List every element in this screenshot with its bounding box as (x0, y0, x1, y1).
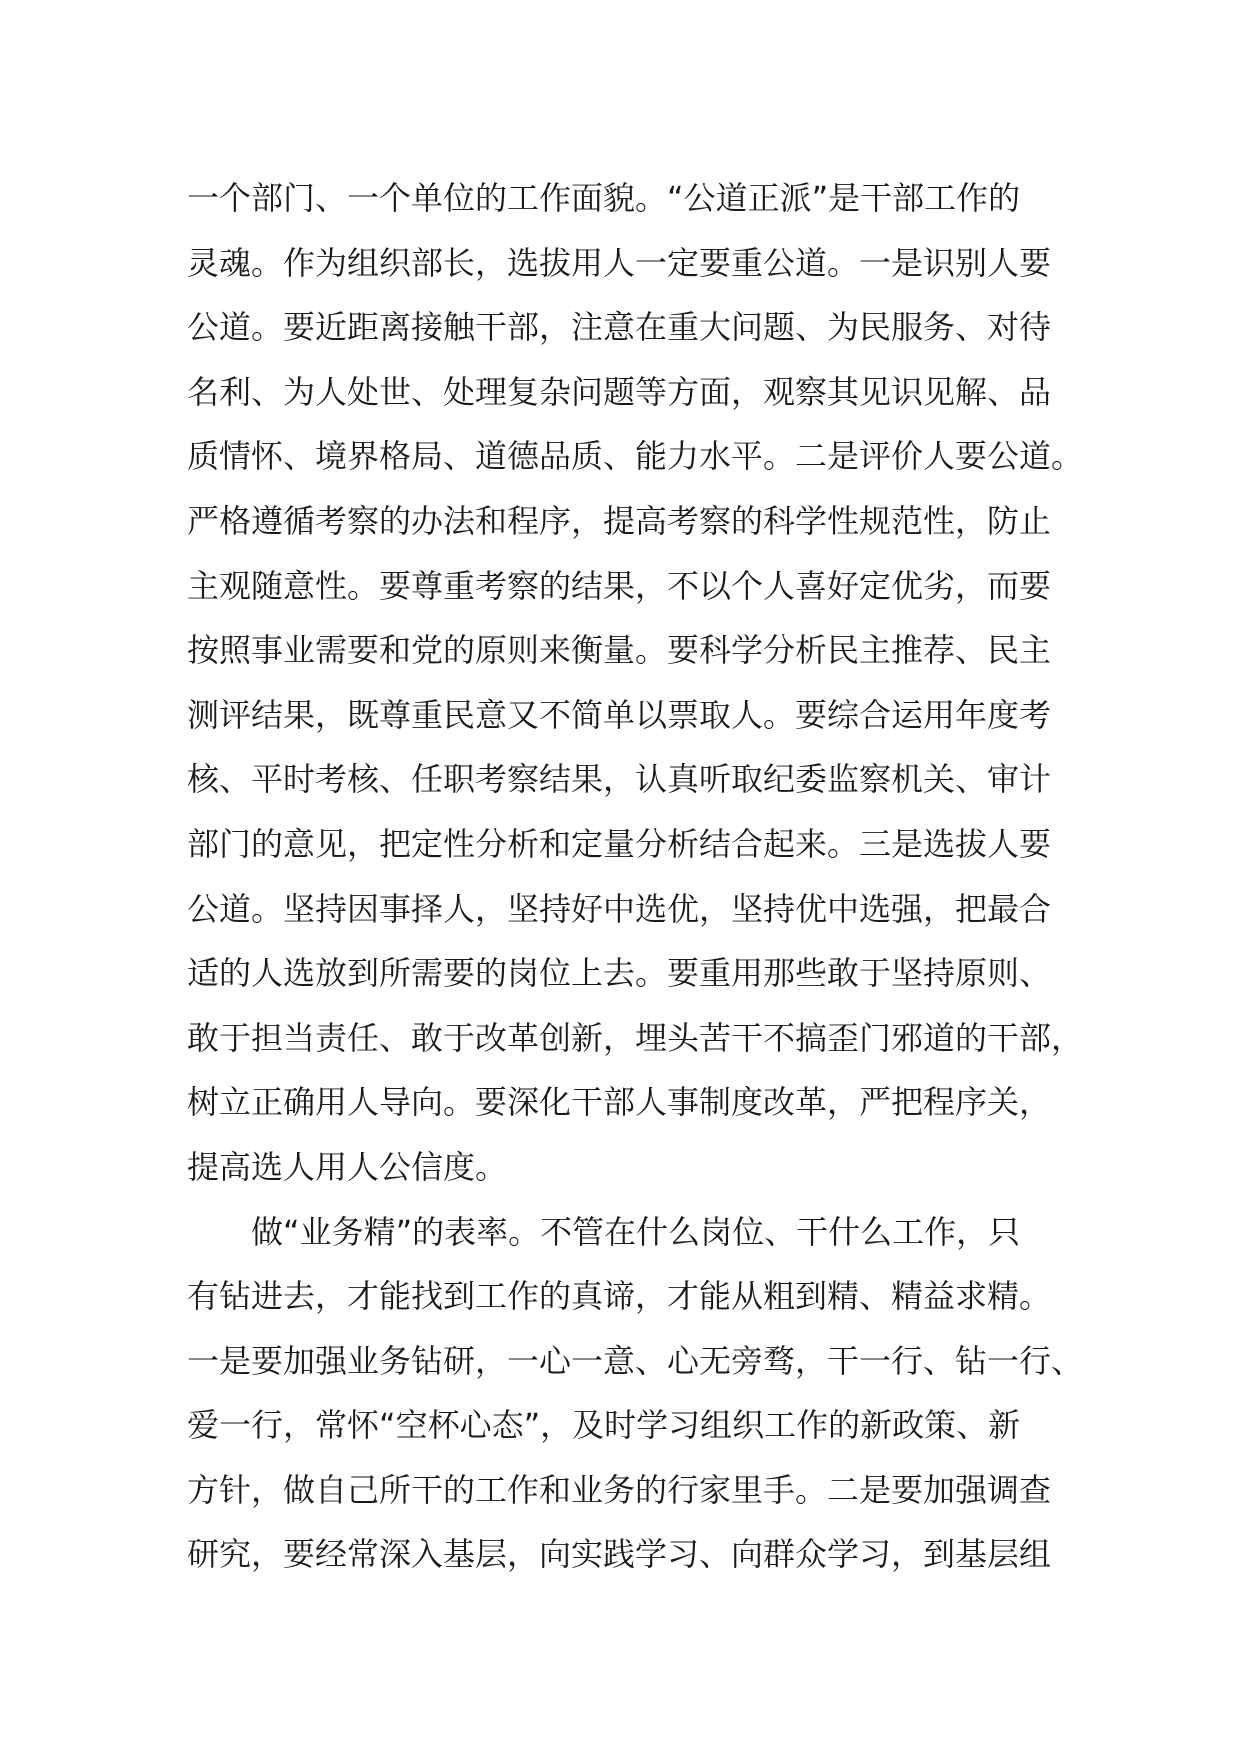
text-line: 研究，要经常深入基层，向实践学习、向群众学习，到基层组 (187, 1535, 1052, 1574)
paragraph-start-line: 做“业务精”的表率。不管在什么岗位、干什么工作，只 (251, 1212, 1021, 1251)
text-line: 一是要加强业务钻研，一心一意、心无旁骛，干一行、钻一行、 (187, 1341, 1084, 1380)
text-line: 按照事业需要和党的原则来衡量。要科学分析民主推荐、民主 (187, 631, 1052, 670)
text-line: 一个部门、一个单位的工作面貌。“公道正派”是干部工作的 (187, 179, 1021, 217)
text-line: 公道。坚持因事择人，坚持好中选优，坚持优中选强，把最合 (187, 889, 1052, 928)
text-line: 提高选人用人公信度。 (187, 1147, 508, 1186)
text-line: 核、平时考核、任职考察结果，认真听取纪委监察机关、审计 (187, 760, 1052, 799)
text-line: 主观随意性。要尊重考察的结果，不以个人喜好定优劣，而要 (187, 566, 1052, 605)
text-line: 适的人选放到所需要的岗位上去。要重用那些敢于坚持原则、 (187, 954, 1052, 993)
text-line: 严格遵循考察的办法和程序，提高考察的科学性规范性，防止 (187, 501, 1052, 540)
text-line: 方针，做自己所干的工作和业务的行家里手。二是要加强调查 (187, 1470, 1052, 1509)
text-line: 质情怀、境界格局、道德品质、能力水平。二是评价人要公道。 (187, 437, 1084, 476)
text-line: 有钻进去，才能找到工作的真谛，才能从粗到精、精益求精。 (187, 1277, 1052, 1316)
body-text (187, 166, 1087, 1587)
text-line: 部门的意见，把定性分析和定量分析结合起来。三是选拔人要 (187, 824, 1052, 863)
text-line: 树立正确用人导向。要深化干部人事制度改革，严把程序关， (187, 1083, 1052, 1122)
text-line: 爱一行，常怀“空杯心态”，及时学习组织工作的新政策、新 (187, 1406, 1021, 1445)
text-line: 测评结果，既尊重民意又不简单以票取人。要综合运用年度考 (187, 695, 1052, 734)
text-line: 灵魂。作为组织部长，选拔用人一定要重公道。一是识别人要 (187, 243, 1052, 282)
text-line: 公道。要近距离接触干部，注意在重大问题、为民服务、对待 (187, 308, 1052, 347)
text-line: 敢于担当责任、敢于改革创新，埋头苦干不搞歪门邪道的干部， (187, 1018, 1084, 1057)
text-line: 名利、为人处世、处理复杂问题等方面，观察其见识见解、品 (187, 372, 1052, 411)
